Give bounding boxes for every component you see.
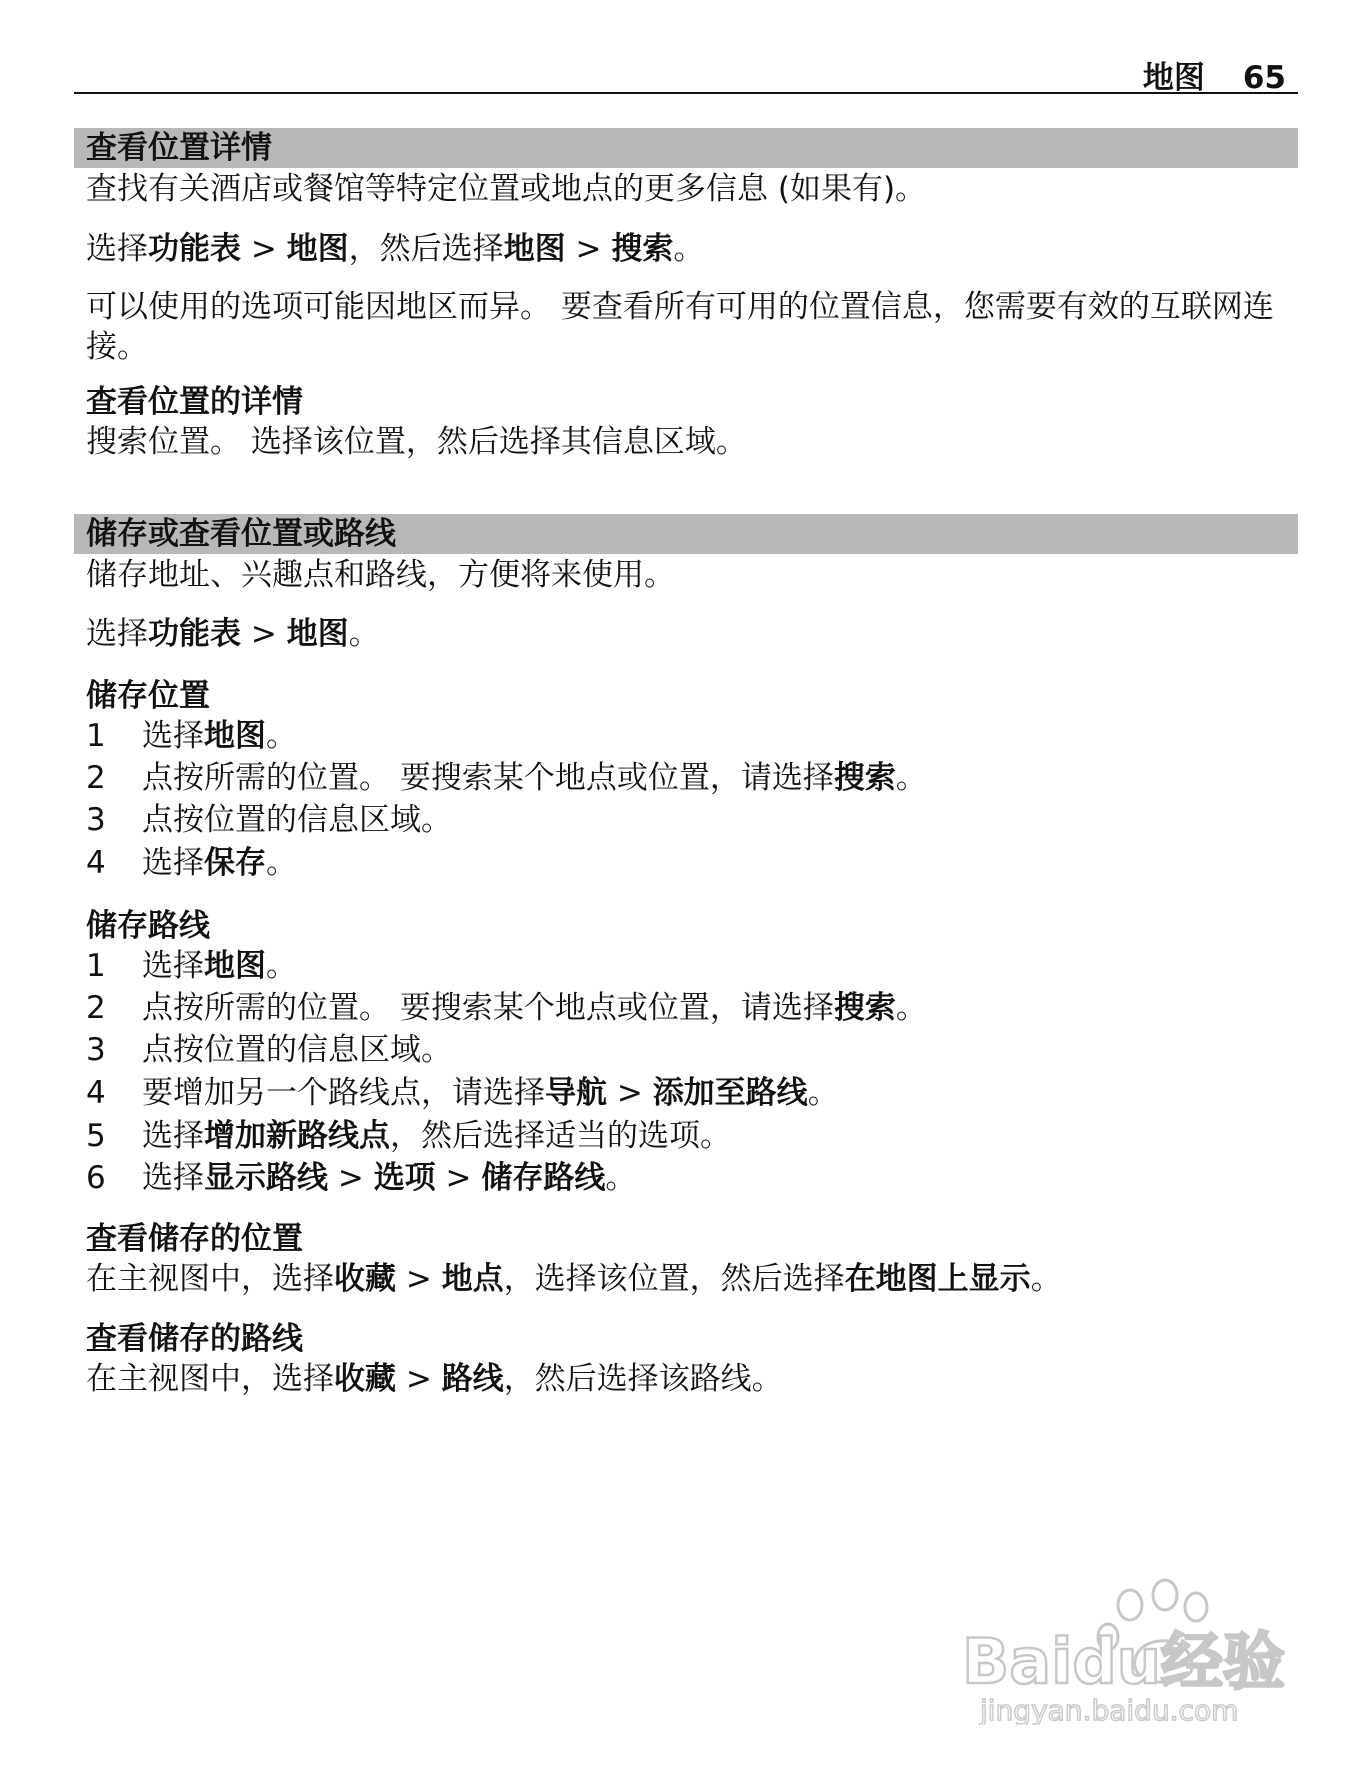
path-prefix: 选择 xyxy=(86,231,148,267)
step-number: 3 xyxy=(86,802,106,838)
path-separator: > xyxy=(396,1361,442,1397)
view-location-text xyxy=(86,1259,1062,1299)
step-bold: 搜索 xyxy=(833,760,896,796)
list-item xyxy=(86,1158,636,1198)
list-item xyxy=(86,1073,839,1113)
step-text: 点按所需的位置。 要搜索某个地点或位置，请选择 xyxy=(142,760,834,796)
list-item xyxy=(86,843,297,883)
step-number: 4 xyxy=(86,845,106,881)
text-span: 在主视图中，选择 xyxy=(86,1361,334,1397)
step-number: 2 xyxy=(86,760,106,796)
step-text: 选择 xyxy=(142,948,204,984)
step-bold: 搜索 xyxy=(833,990,896,1026)
header-section: 地图 xyxy=(1142,60,1205,96)
step-end: 。 xyxy=(266,948,297,984)
step-bold: 地图 xyxy=(204,718,266,754)
menu-item-places: 地点 xyxy=(441,1261,504,1297)
step-number: 6 xyxy=(86,1160,106,1196)
menu-item-maps: 地图 xyxy=(286,231,349,267)
step-number: 5 xyxy=(86,1118,106,1154)
baidu-watermark xyxy=(960,1575,1290,1725)
menu-item-maps: 地图 xyxy=(286,616,349,652)
path-separator: > xyxy=(607,1075,653,1111)
watermark-url: jingyan.baidu.com xyxy=(980,1694,1239,1725)
menu-item-favorites: 收藏 xyxy=(334,1361,396,1397)
step-end: 。 xyxy=(266,845,297,881)
list-item xyxy=(86,758,927,798)
step-end: 。 xyxy=(605,1160,637,1196)
availability-note: 可以使用的选项可能因地区而异。 要查看所有可用的位置信息，您需要有效的互联网连接。 xyxy=(86,289,1274,365)
menu-item-routes: 路线 xyxy=(441,1361,504,1397)
step-bold: 选项 xyxy=(373,1160,436,1196)
step-bold: 储存路线 xyxy=(481,1160,606,1196)
step-bold: 地图 xyxy=(204,948,266,984)
step-end: 。 xyxy=(266,718,297,754)
list-item xyxy=(86,988,927,1028)
step-number: 2 xyxy=(86,990,106,1026)
list-item xyxy=(86,800,452,840)
menu-item-show-on-map: 在地图上显示 xyxy=(844,1261,1031,1297)
section-heading-bar xyxy=(74,128,1298,168)
path-mid: ，然后选择 xyxy=(348,231,504,267)
step-number: 1 xyxy=(86,948,106,984)
path-end: 。 xyxy=(673,231,705,267)
step-text: 点按位置的信息区域。 xyxy=(142,1032,452,1068)
menu-item-search: 搜索 xyxy=(611,231,674,267)
path-separator: > xyxy=(328,1160,374,1196)
view-route-text xyxy=(86,1359,783,1399)
header-text xyxy=(1143,52,1286,97)
step-text: 点按位置的信息区域。 xyxy=(142,802,452,838)
step-bold: 添加至路线 xyxy=(652,1075,808,1111)
text-span: ，然后选择该路线。 xyxy=(503,1361,783,1397)
step-text: 点按所需的位置。 要搜索某个地点或位置，请选择 xyxy=(142,990,834,1026)
path-separator: > xyxy=(241,231,287,267)
section-title: 储存或查看位置或路线 xyxy=(86,516,396,552)
step-bold: 显示路线 xyxy=(204,1160,328,1196)
step-bold: 导航 xyxy=(545,1075,607,1111)
path-separator: > xyxy=(435,1160,482,1196)
step-text: 选择 xyxy=(142,1160,204,1196)
step-text: 选择 xyxy=(142,845,204,881)
list-item xyxy=(86,716,297,756)
step-end: 。 xyxy=(895,760,927,796)
subheading: 查看储存的位置 xyxy=(86,1221,303,1257)
step-number: 1 xyxy=(86,718,106,754)
section-title: 查看位置详情 xyxy=(86,130,272,166)
menu-path xyxy=(86,614,380,654)
step-bold: 增加新路线点 xyxy=(204,1118,390,1154)
menu-item-function-table: 功能表 xyxy=(148,616,241,652)
menu-item-favorites: 收藏 xyxy=(334,1261,396,1297)
path-end: 。 xyxy=(348,616,380,652)
text-span: ，选择该位置，然后选择 xyxy=(503,1261,845,1297)
section-heading-bar xyxy=(74,514,1298,554)
text-span: 在主视图中，选择 xyxy=(86,1261,334,1297)
path-separator: > xyxy=(565,231,612,267)
section-intro: 查找有关酒店或餐馆等特定位置或地点的更多信息 (如果有)。 xyxy=(86,171,927,207)
subheading: 查看位置的详情 xyxy=(86,384,303,420)
step-text: 选择 xyxy=(142,718,204,754)
step-bold: 保存 xyxy=(204,845,266,881)
baidu-paw-icon xyxy=(960,1575,1290,1725)
step-number: 4 xyxy=(86,1075,106,1111)
step-text: 要增加另一个路线点，请选择 xyxy=(142,1075,545,1111)
subheading-text: 搜索位置。 选择该位置，然后选择其信息区域。 xyxy=(86,424,747,460)
page-header xyxy=(74,52,1298,94)
menu-item-function-table: 功能表 xyxy=(148,231,241,267)
step-text: 选择 xyxy=(142,1118,204,1154)
list-item xyxy=(86,946,297,986)
step-end: ，然后选择适当的选项。 xyxy=(390,1118,731,1154)
subheading: 储存位置 xyxy=(86,678,210,714)
list-item xyxy=(86,1116,731,1156)
subheading: 储存路线 xyxy=(86,908,210,944)
menu-path xyxy=(86,229,704,269)
step-end: 。 xyxy=(807,1075,839,1111)
watermark-logo-text: Baidu经验 xyxy=(962,1625,1285,1698)
section-intro: 储存地址、兴趣点和路线，方便将来使用。 xyxy=(86,557,675,593)
path-prefix: 选择 xyxy=(86,616,148,652)
step-end: 。 xyxy=(895,990,927,1026)
subheading: 查看储存的路线 xyxy=(86,1321,303,1357)
path-separator: > xyxy=(241,616,287,652)
menu-item-maps: 地图 xyxy=(503,231,566,267)
step-number: 3 xyxy=(86,1032,106,1068)
list-item xyxy=(86,1030,452,1070)
page-number: 65 xyxy=(1242,60,1286,96)
text-span: 。 xyxy=(1030,1261,1062,1297)
path-separator: > xyxy=(396,1261,442,1297)
